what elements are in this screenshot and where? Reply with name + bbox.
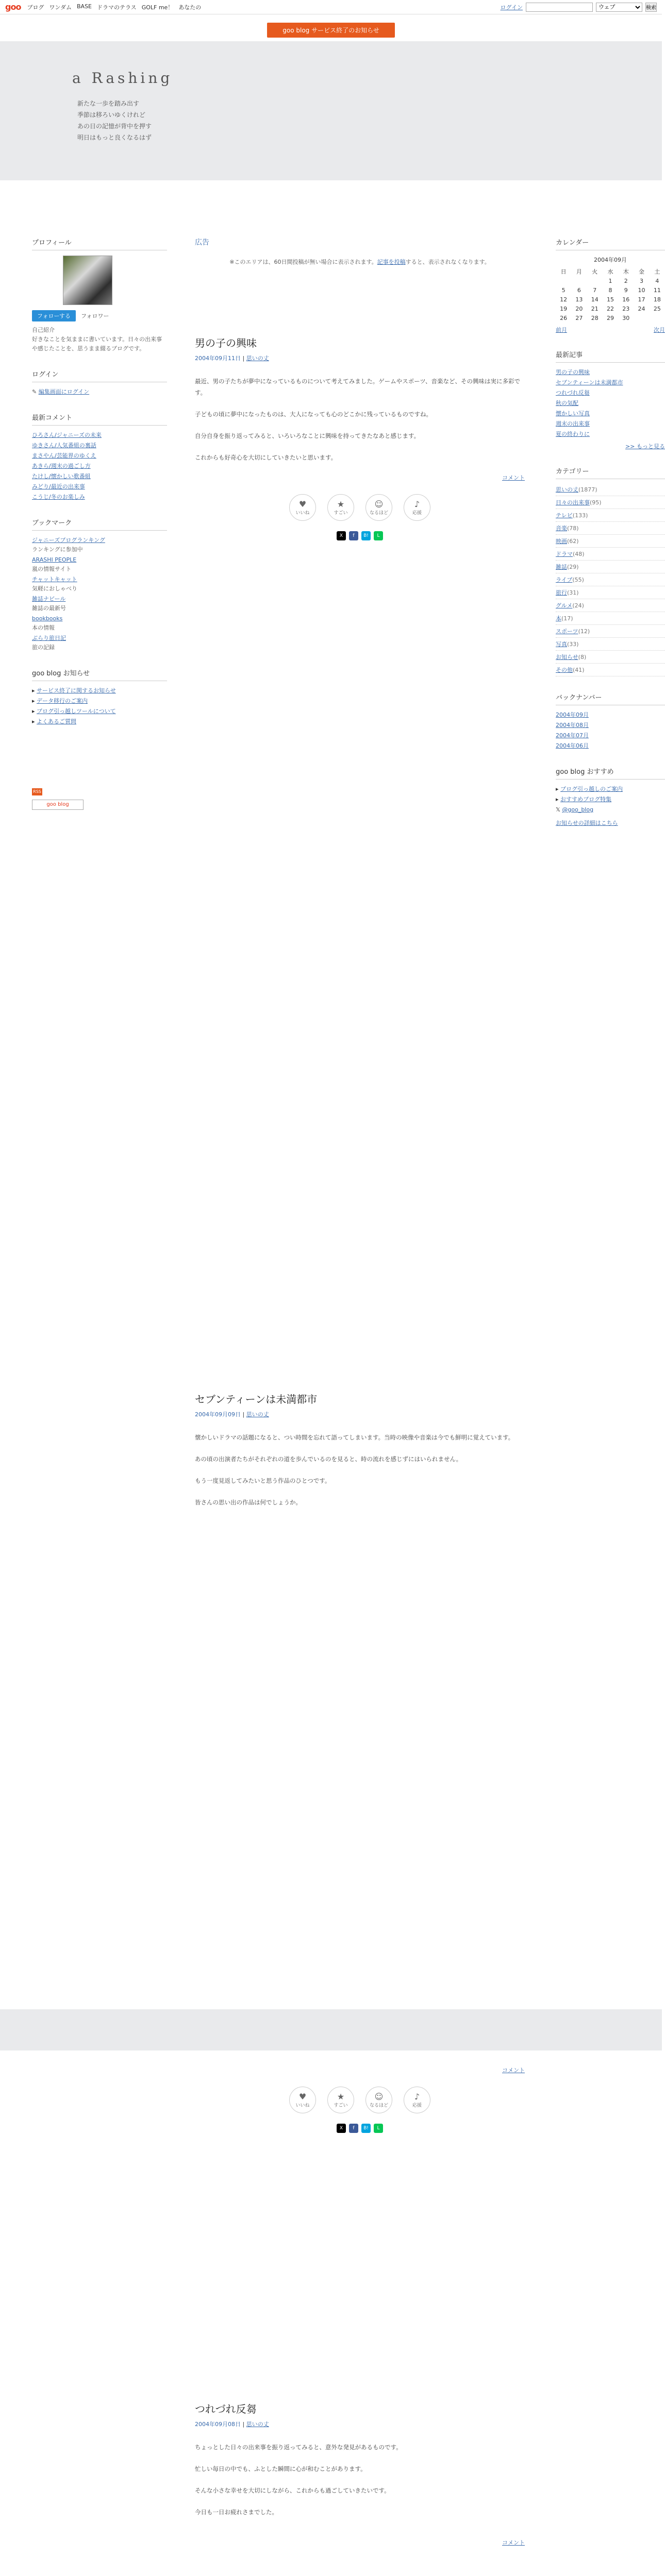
top-link[interactable]: GOLF me！ xyxy=(141,4,174,11)
star-icon: ★ xyxy=(337,499,345,509)
category-item xyxy=(556,626,665,638)
recent-post-link[interactable]: 週末の出来事 xyxy=(556,420,590,427)
post-paragraph: 子どもの頃に夢中になったものは、大人になっても心のどこかに残っているものですね。 xyxy=(195,411,432,418)
backnumber-heading: バックナンバー xyxy=(556,692,665,705)
goo-notice-heading: goo blog お知らせ xyxy=(32,668,167,681)
recent-comments-list xyxy=(32,431,167,502)
section-divider xyxy=(0,2009,662,2050)
weekday: 月 xyxy=(576,268,582,275)
top-bar xyxy=(0,0,662,14)
top-links xyxy=(27,3,201,11)
post-continuation xyxy=(195,2061,525,2133)
calendar-day xyxy=(634,313,649,323)
bookmark-link[interactable]: 雑誌ナビール xyxy=(32,596,66,602)
facebook-share-icon[interactable]: f xyxy=(349,531,358,540)
left-sidebar xyxy=(32,237,167,825)
calendar-day: 1 xyxy=(608,277,612,284)
reaction-button[interactable]: ♪ 応援 xyxy=(404,2087,430,2113)
recommend-link[interactable]: @goo_blog xyxy=(562,806,594,813)
post-article-link[interactable]: 記事を投稿 xyxy=(377,259,406,265)
share-buttons xyxy=(195,2124,525,2133)
category-link[interactable]: ドラマ xyxy=(556,551,573,557)
calendar-day: 28 xyxy=(591,314,598,321)
notice-wrap xyxy=(0,23,662,38)
recommend-item xyxy=(556,785,665,794)
category-link[interactable]: お知らせ xyxy=(556,654,578,660)
category-count: (41) xyxy=(573,667,585,673)
login-heading: ログイン xyxy=(32,369,167,382)
calendar-day xyxy=(556,276,571,285)
post-paragraph: ちょっとした日々の出来事を振り返ってみると、意外な発見があるものです。 xyxy=(195,2444,402,2451)
category-link[interactable]: 旅行 xyxy=(556,589,567,596)
notice-link[interactable]: データ移行のご案内 xyxy=(37,698,88,704)
post-paragraph: 忙しい毎日の中でも、ふとした瞬間に心が和むことがあります。 xyxy=(195,2465,367,2472)
post-body xyxy=(195,376,525,463)
search-input[interactable] xyxy=(526,3,593,12)
post-meta: 2004年09月08日 | 思いの丈 xyxy=(195,2421,269,2428)
bookmark-desc: 気軽におしゃべり xyxy=(32,585,77,592)
desc-line: 新たな一歩を踏み出す xyxy=(77,100,140,107)
pencil-icon: ✎ xyxy=(32,388,37,395)
recommend-item xyxy=(556,805,665,815)
recommend-link[interactable]: おすすめブログ特集 xyxy=(560,796,612,803)
category-count: (95) xyxy=(590,499,602,506)
recent-post-link[interactable]: つれづれ反芻 xyxy=(556,389,590,396)
category-item xyxy=(556,549,665,561)
category-link[interactable]: テレビ xyxy=(556,512,573,519)
blog-post xyxy=(195,335,525,540)
recent-comments-heading: 最新コメント xyxy=(32,412,167,426)
reactions xyxy=(195,494,525,521)
calendar-day: 5 xyxy=(561,286,566,294)
backnumber-section xyxy=(556,692,665,751)
calendar-day: 14 xyxy=(591,296,598,303)
reaction-button[interactable]: ★ すごい xyxy=(327,2087,354,2113)
calendar-day: 29 xyxy=(606,314,614,321)
heart-icon: ♥ xyxy=(298,499,307,509)
category-count: (17) xyxy=(561,615,573,622)
goo-blog-banner[interactable]: goo blog xyxy=(32,800,84,810)
notice-item xyxy=(32,697,167,706)
facebook-share-icon[interactable]: f xyxy=(349,2124,358,2133)
notice-link[interactable]: よくあるご質問 xyxy=(37,718,77,725)
line-share-icon[interactable]: L xyxy=(374,2124,383,2133)
bookmark-item xyxy=(32,614,167,633)
recommend-link[interactable]: ブログ引っ越しのご案内 xyxy=(560,786,623,792)
recent-posts-list xyxy=(556,368,665,439)
category-count: (29) xyxy=(567,564,579,570)
calendar-heading: カレンダー xyxy=(556,237,665,250)
comment-link[interactable]: コメント xyxy=(502,2067,525,2074)
category-count: (78) xyxy=(567,525,579,532)
goo-recommend-heading: goo blog おすすめ xyxy=(556,766,665,779)
star-icon: ★ xyxy=(337,2091,345,2102)
calendar-day: 18 xyxy=(653,296,661,303)
desc-line: あの日の記憶が背中を押す xyxy=(77,123,152,130)
post-paragraph: あの頃の出演者たちがそれぞれの道を歩んでいるのを見ると、時の流れを感じずにはいられません。 xyxy=(195,1455,462,1463)
author-text: 好きなことを気ままに書いています。日々の出来事や感じたことを、思うまま綴るブログです。 xyxy=(32,336,162,352)
bookmark-desc: 雑誌の最新号 xyxy=(32,605,66,612)
note-icon: ♪ xyxy=(414,2091,420,2102)
goo-notice-list xyxy=(32,686,167,726)
category-link[interactable]: 映画 xyxy=(556,538,567,545)
edit-login-link[interactable]: 編集画面にログイン xyxy=(38,388,90,395)
login-section xyxy=(32,369,167,397)
comment-item[interactable]: まさやん/芸能界のゆくえ xyxy=(32,452,96,459)
category-link[interactable]: その他 xyxy=(556,667,573,673)
calendar-week xyxy=(556,304,665,313)
ad-note: ※このエリアは、60日間投稿が無い場合に表示されます。記事を投稿すると、表示されなくなります。 xyxy=(229,259,490,265)
follower-label: フォロワー xyxy=(81,313,109,319)
calendar-day xyxy=(587,276,603,285)
calendar-day: 27 xyxy=(575,314,583,321)
goo-logo[interactable]: goo xyxy=(5,2,21,12)
calendar-day: 6 xyxy=(577,286,581,294)
calendar-day: 2 xyxy=(624,277,628,284)
bullet-icon: ▸ xyxy=(32,698,35,704)
bullet-icon: ▸ xyxy=(32,687,35,694)
goo-notice-section xyxy=(32,668,167,726)
category-item xyxy=(556,613,665,625)
comment-item[interactable]: ひろさん/ジャニーズの未来 xyxy=(32,432,102,438)
category-link[interactable]: 写真 xyxy=(556,641,567,648)
post-paragraph: 自分自身を振り返ってみると、いろいろなことに興味を持ってきたなあと感じます。 xyxy=(195,432,420,439)
category-link[interactable]: 本 xyxy=(556,615,561,622)
search-scope-select[interactable] xyxy=(596,3,642,12)
profile-heading: プロフィール xyxy=(32,237,167,250)
hatena-share-icon[interactable]: B! xyxy=(361,2124,371,2133)
bullet-icon: ▸ xyxy=(556,796,559,803)
blog-title[interactable]: a Rashing xyxy=(72,70,173,87)
category-item xyxy=(556,510,665,522)
blog-post xyxy=(195,1391,525,1518)
category-count: (48) xyxy=(573,551,585,557)
comment-item[interactable]: たけし/懐かしい歌番組 xyxy=(32,473,91,480)
comment-item[interactable]: あきら/週末の過ごし方 xyxy=(32,463,91,469)
calendar-day: 25 xyxy=(653,305,661,312)
calendar-week xyxy=(556,285,665,295)
calendar-day: 13 xyxy=(575,296,583,303)
reaction-button[interactable]: ♪ 応援 xyxy=(404,494,430,521)
category-item xyxy=(556,600,665,612)
backnumber-link[interactable]: 2004年09月 xyxy=(556,711,589,718)
left-footer xyxy=(32,788,167,810)
calendar-week xyxy=(556,295,665,304)
post-category-link[interactable]: 思いの丈 xyxy=(246,355,269,362)
post-meta: 2004年09月11日 | 思いの丈 xyxy=(195,355,269,362)
main-content xyxy=(195,237,525,285)
prev-month-link[interactable]: 前月 xyxy=(556,327,567,333)
calendar-day: 10 xyxy=(638,286,645,294)
backnumber-list xyxy=(556,710,665,751)
calendar-day: 11 xyxy=(653,286,661,294)
blog-description xyxy=(77,98,152,143)
category-link[interactable]: ライブ xyxy=(556,577,573,583)
bookmark-desc: 旅の記録 xyxy=(32,644,55,651)
recent-post-link[interactable]: 懐かしい写真 xyxy=(556,410,590,417)
right-sidebar xyxy=(556,237,665,843)
calendar-week xyxy=(556,276,665,285)
hatena-share-icon[interactable]: B! xyxy=(361,531,371,540)
calendar-day: 30 xyxy=(622,314,630,321)
post-category-link[interactable]: 思いの丈 xyxy=(246,2421,269,2428)
calendar-day: 20 xyxy=(575,305,583,312)
calendar-day: 17 xyxy=(638,296,645,303)
bookmark-desc: 嵐の情報サイト xyxy=(32,566,72,572)
post-date: 2004年09月11日 xyxy=(195,355,241,362)
post-title[interactable]: 男の子の興味 xyxy=(195,337,257,349)
top-right xyxy=(501,3,657,12)
reaction-button[interactable]: ☺ なるほど xyxy=(365,2087,392,2113)
goo-recommend-section xyxy=(556,766,665,828)
line-share-icon[interactable]: L xyxy=(374,531,383,540)
desc-line: 季節は移ろいゆくけれど xyxy=(77,111,146,118)
author-label: 自己紹介 xyxy=(32,327,55,333)
top-link[interactable]: ドラマのテラス xyxy=(97,4,137,11)
category-link[interactable]: スポーツ xyxy=(556,628,578,635)
bullet-icon: ▸ xyxy=(32,708,35,715)
recommend-item xyxy=(556,795,665,804)
calendar-day: 24 xyxy=(638,305,645,312)
weekday: 金 xyxy=(639,268,645,275)
weekday: 水 xyxy=(607,268,613,275)
recent-post-link[interactable]: セブンティーンは未満都市 xyxy=(556,379,623,386)
bullet-icon: ▸ xyxy=(556,786,559,792)
category-link[interactable]: 雑誌 xyxy=(556,564,567,570)
notice-item xyxy=(32,707,167,716)
post-title[interactable]: セブンティーンは未満都市 xyxy=(195,1393,318,1405)
category-count: (31) xyxy=(567,589,579,596)
calendar-section xyxy=(556,237,665,334)
reactions xyxy=(195,2087,525,2113)
category-count: (8) xyxy=(578,654,587,660)
category-item xyxy=(556,665,665,676)
comment-item[interactable]: ゆきさん/人気番組の裏話 xyxy=(32,442,96,449)
blog-header xyxy=(0,41,662,180)
category-count: (24) xyxy=(572,602,584,609)
calendar-table xyxy=(556,267,665,323)
bullet-icon: ▸ xyxy=(32,718,35,725)
calendar-nav xyxy=(556,326,665,334)
calendar-day: 3 xyxy=(640,277,644,284)
notice-item xyxy=(32,717,167,726)
bookmarks-list xyxy=(32,536,167,652)
reaction-button[interactable]: ♥ いいね xyxy=(289,494,316,521)
category-item xyxy=(556,497,665,509)
calendar-week xyxy=(556,313,665,323)
bookmark-item xyxy=(32,575,167,594)
goo-recommend-list xyxy=(556,785,665,815)
heart-icon: ♥ xyxy=(298,2091,307,2102)
category-item xyxy=(556,587,665,599)
weekday: 土 xyxy=(654,268,660,275)
ad-label: 広告 xyxy=(195,239,209,247)
avatar[interactable] xyxy=(63,256,112,305)
bookmarks-section xyxy=(32,517,167,652)
post-paragraph: もう一度見返してみたいと思う作品のひとつです。 xyxy=(195,1477,331,1484)
login-link[interactable]: ログイン xyxy=(500,4,523,11)
category-count: (133) xyxy=(572,512,588,519)
post-paragraph: 今日も一日お疲れさまでした。 xyxy=(195,2509,278,2516)
calendar-day: 4 xyxy=(655,277,659,284)
category-link[interactable]: 思いの丈 xyxy=(556,486,578,493)
x-share-icon[interactable]: X xyxy=(337,2124,346,2133)
calendar-weekdays xyxy=(556,267,665,276)
rss-icon[interactable]: RSS xyxy=(32,788,42,795)
category-link[interactable]: 音楽 xyxy=(556,525,567,532)
note-icon: ♪ xyxy=(414,499,420,509)
bookmark-item xyxy=(32,595,167,613)
reaction-button[interactable]: ★ すごい xyxy=(327,494,354,521)
calendar-day: 19 xyxy=(560,305,568,312)
follow-button[interactable]: フォローする xyxy=(32,310,76,321)
bookmark-item xyxy=(32,634,167,652)
bookmarks-heading: ブックマーク xyxy=(32,517,167,531)
top-link[interactable]: ワンダム xyxy=(49,4,72,11)
category-item xyxy=(556,639,665,651)
top-link[interactable]: あなたの xyxy=(178,4,202,11)
backnumber-link[interactable]: 2004年08月 xyxy=(556,722,589,728)
weekday: 木 xyxy=(623,268,629,275)
bookmark-desc: ランキングに参加中 xyxy=(32,546,83,553)
calendar-day: 15 xyxy=(606,296,614,303)
category-item xyxy=(556,652,665,664)
bookmark-link[interactable]: bookbooks xyxy=(32,615,63,622)
post-body xyxy=(195,1432,525,1508)
post-title[interactable]: つれづれ反芻 xyxy=(195,2403,257,2415)
notice-item xyxy=(32,686,167,696)
bookmark-link[interactable]: ジャニーズブログランキング xyxy=(32,537,105,544)
calendar-day: 9 xyxy=(624,286,628,294)
recommend-note-link[interactable]: お知らせの詳細はこちら xyxy=(556,820,618,826)
calendar-day: 7 xyxy=(593,286,597,294)
bookmark-desc: 本の情報 xyxy=(32,624,55,631)
calendar-day: 26 xyxy=(560,314,568,321)
category-count: (62) xyxy=(567,538,579,545)
blog-post xyxy=(195,2401,525,2547)
notice-link[interactable]: サービス終了に関するお知らせ xyxy=(37,687,116,694)
smile-icon: ☺ xyxy=(374,499,384,509)
backnumber-link[interactable]: 2004年07月 xyxy=(556,732,589,739)
category-item xyxy=(556,536,665,548)
post-paragraph: 最近、男の子たちが夢中になっているものについて考えてみました。ゲームやスポーツ、音楽など、その興味は実に多彩です。 xyxy=(195,378,520,396)
category-count: (12) xyxy=(578,628,590,635)
post-meta: 2004年09月09日 | 思いの丈 xyxy=(195,1411,269,1418)
share-buttons xyxy=(195,531,525,540)
comment-link[interactable]: コメント xyxy=(502,2539,525,2546)
reaction-button[interactable]: ♥ いいね xyxy=(289,2087,316,2113)
bookmark-item xyxy=(32,555,167,574)
recent-post-link[interactable]: 男の子の興味 xyxy=(556,369,590,376)
next-month-link[interactable]: 次月 xyxy=(654,327,665,333)
category-count: (1877) xyxy=(578,486,597,493)
notice-link[interactable]: ブログ引っ越しツールについて xyxy=(37,708,116,715)
calendar-day: 21 xyxy=(591,305,598,312)
calendar-day xyxy=(571,276,587,285)
category-link[interactable]: 日々の出来事 xyxy=(556,499,590,506)
post-paragraph: これからも好奇心を大切にしていきたいと思います。 xyxy=(195,454,337,461)
search-button[interactable]: 検索 xyxy=(645,3,657,12)
weekday: 火 xyxy=(592,268,598,275)
calendar-day xyxy=(650,313,665,323)
category-item xyxy=(556,562,665,573)
categories-heading: カテゴリー xyxy=(556,466,665,479)
bookmark-link[interactable]: チャットキャット xyxy=(32,576,77,583)
category-count: (55) xyxy=(572,577,584,583)
calendar-day: 23 xyxy=(622,305,630,312)
categories-list xyxy=(556,484,665,676)
comment-item[interactable]: みどり/最近の出来事 xyxy=(32,483,85,490)
top-link[interactable]: ブログ xyxy=(27,4,44,11)
recent-comments-section xyxy=(32,412,167,502)
recent-posts-section xyxy=(556,349,665,450)
calendar-day: 8 xyxy=(608,286,612,294)
more-posts-link[interactable]: >> もっと見る xyxy=(625,443,665,450)
profile-section xyxy=(32,237,167,353)
desc-line: 明日はもっと良くなるはず xyxy=(77,134,152,141)
calendar-day: 12 xyxy=(560,296,568,303)
comment-link[interactable]: コメント xyxy=(502,474,525,481)
bookmark-item xyxy=(32,536,167,554)
post-body xyxy=(195,2442,525,2518)
post-category-link[interactable]: 思いの丈 xyxy=(246,1411,269,1418)
category-link[interactable]: グルメ xyxy=(556,602,573,609)
category-item xyxy=(556,574,665,586)
service-notice-banner[interactable]: goo blog サービス終了のお知らせ xyxy=(267,23,394,38)
post-paragraph: 懐かしいドラマの話題になると、つい時間を忘れて語ってしまいます。当時の映像や音楽は今でも鮮明に覚えています。 xyxy=(195,1434,514,1441)
bookmark-link[interactable]: ぶらり旅日記 xyxy=(32,635,66,641)
category-item xyxy=(556,484,665,496)
calendar-month: 2004年09月 xyxy=(594,257,627,263)
recent-post-link[interactable]: 秋の気配 xyxy=(556,400,578,406)
weekday: 日 xyxy=(560,268,567,275)
backnumber-link[interactable]: 2004年06月 xyxy=(556,742,589,749)
top-link[interactable]: BASE xyxy=(77,3,92,10)
smile-icon: ☺ xyxy=(374,2091,384,2102)
post-paragraph: 皆さんの思い出の作品は何でしょうか。 xyxy=(195,1499,302,1506)
post-date: 2004年09月09日 xyxy=(195,1411,241,1418)
post-date: 2004年09月08日 xyxy=(195,2421,241,2428)
x-icon: 𝕏 xyxy=(556,806,560,813)
calendar xyxy=(556,256,665,334)
comment-item[interactable]: こうじ/冬のお楽しみ xyxy=(32,494,85,500)
reaction-button[interactable]: ☺ なるほど xyxy=(365,494,392,521)
calendar-day: 22 xyxy=(606,305,614,312)
x-share-icon[interactable]: X xyxy=(337,531,346,540)
bookmark-link[interactable]: ARASHI PEOPLE xyxy=(32,556,77,563)
recent-posts-heading: 最新記事 xyxy=(556,349,665,363)
category-item xyxy=(556,523,665,535)
category-count: (33) xyxy=(567,641,579,648)
categories-section xyxy=(556,466,665,676)
post-paragraph: そんな小さな幸せを大切にしながら、これからも過ごしていきたいです。 xyxy=(195,2487,390,2494)
calendar-day: 16 xyxy=(622,296,630,303)
recent-post-link[interactable]: 夏の終わりに xyxy=(556,431,590,437)
